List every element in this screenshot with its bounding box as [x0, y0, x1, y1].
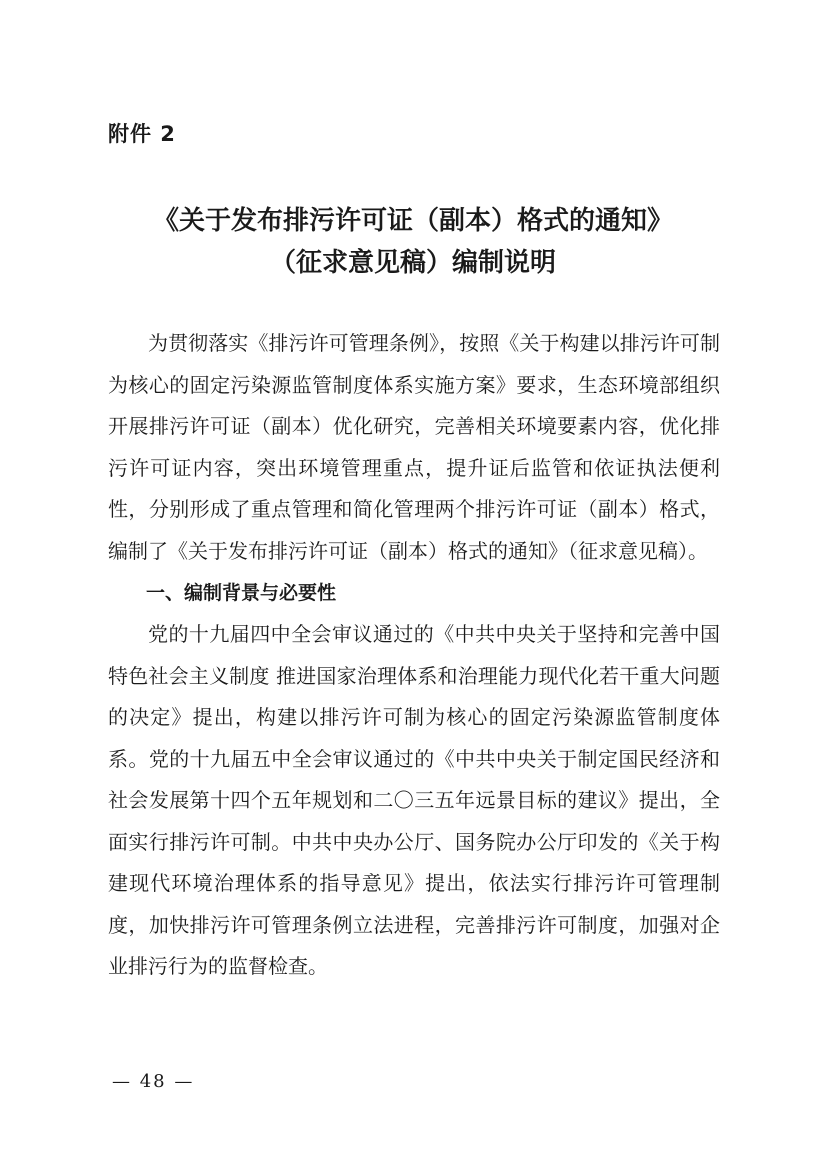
section-heading-background: 一、编制背景与必要性 — [146, 582, 337, 604]
document-title-line-2: （征求意见稿）编制说明 — [269, 248, 556, 278]
attachment-label: 附件 2 — [108, 122, 176, 146]
section-paragraph-background: 党的十九届四中全会审议通过的《中共中央关于坚持和完善中国特色社会主义制度 推进国家治理体系和治理能力现代化若干重大问题的决定》提出，构建以排污许可制为核心的固定污染源监管制度体系。党的十九届五中全会审议通过的《中共中央关于制定国民经济和社会发展第十四个五年规划和二〇三五年远景目标的建议》提出，全面实行排污许可制。中共中央办公厅、国务院办公厅印发的《关于构建现代环境治理体系的指导意见》提出，依法实行排污许可管理制度，加快排污许可管理条例立法进程，完善排污许可制度，加强对企业排污行为的监督检查。 — [108, 622, 720, 978]
document-title-line-1: 《关于发布排污许可证（副本）格式的通知》 — [152, 206, 673, 236]
intro-paragraph: 为贯彻落实《排污许可管理条例》，按照《关于构建以排污许可制为核心的固定污染源监管制度体系实施方案》要求，生态环境部组织开展排污许可证（副本）优化研究，完善相关环境要素内容，优化排污许可证内容，突出环境管理重点，提升证后监管和依证执法便利性，分别形成了重点管理和简化管理两个排污许可证（副本）格式，编制了《关于发布排污许可证（副本）格式的通知》（征求意见稿）。 — [108, 331, 720, 563]
document-body — [108, 323, 720, 988]
page-number: — 48 — — [112, 1071, 195, 1092]
